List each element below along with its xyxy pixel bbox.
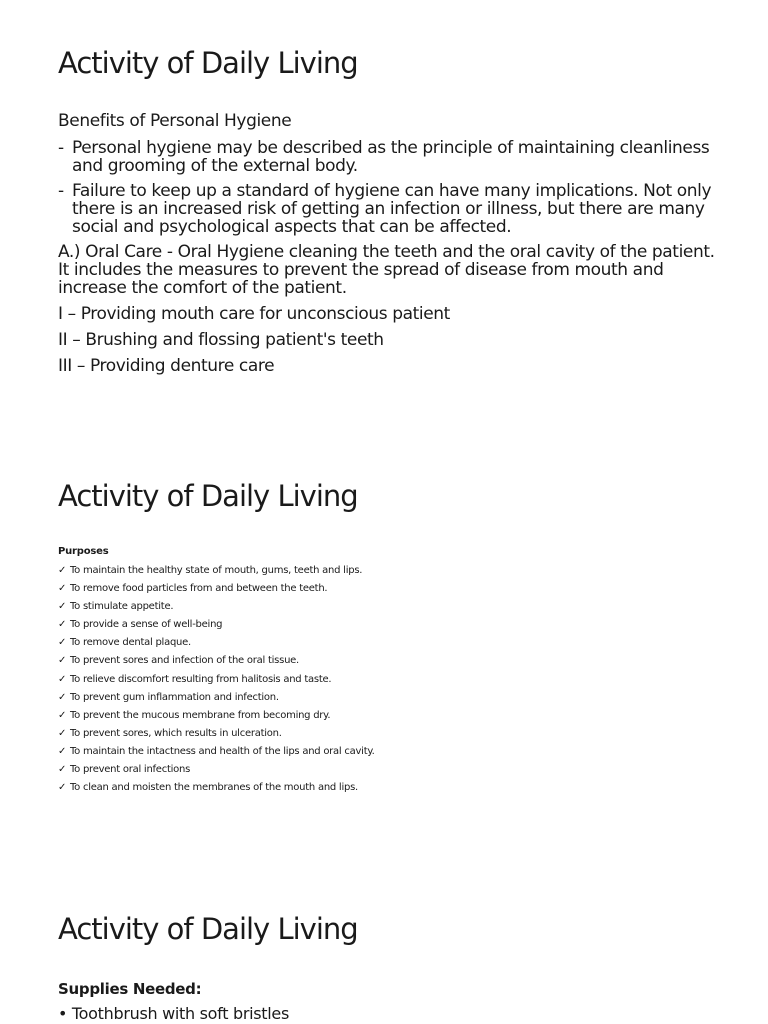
procedure-item: III – Providing denture care — [58, 356, 275, 376]
list-item-text: To prevent sores, which results in ulceration. — [70, 727, 282, 739]
checkmark-icon: ✓ — [58, 745, 67, 757]
list-item — [58, 634, 726, 652]
checkmark-icon: ✓ — [58, 619, 67, 631]
checkmark-icon: ✓ — [58, 565, 67, 576]
slide-title: Activity of Daily Living — [58, 46, 358, 80]
checkmark-icon: ✓ — [58, 673, 67, 685]
list-item — [58, 743, 726, 761]
list-item — [58, 779, 726, 797]
dash-marker: - — [58, 181, 64, 201]
checkmark-icon: ✓ — [58, 764, 67, 776]
supplies-list — [58, 1003, 726, 1024]
dash-marker: - — [58, 138, 64, 158]
checkmark-icon: ✓ — [58, 637, 67, 649]
list-item — [58, 652, 726, 670]
slide-body — [58, 112, 726, 383]
list-item-text: To prevent the mucous membrane from becoming dry. — [70, 709, 331, 721]
checkmark-icon: ✓ — [58, 727, 67, 739]
list-item-text: To prevent gum inflammation and infection. — [70, 691, 279, 703]
section-subheading: Benefits of Personal Hygiene — [58, 111, 292, 131]
list-item — [58, 562, 726, 580]
list-item — [58, 182, 726, 236]
list-item-text: To clean and moisten the membranes of the mouth and lips. — [70, 782, 358, 794]
list-item-text: To provide a sense of well-being — [70, 619, 223, 631]
list-item-text: To prevent oral infections — [70, 764, 191, 776]
list-item — [58, 139, 726, 175]
supplies-heading: Supplies Needed: — [58, 980, 202, 998]
list-item-text: Failure to keep up a standard of hygiene can have many implications. Not only there is an increased risk of getting an infection or illness, but there are many social and psychological aspects that can be affected. — [72, 181, 712, 237]
slide-body — [58, 545, 726, 797]
list-item — [58, 689, 726, 707]
slide-body — [58, 978, 726, 1024]
list-item-text: To remove food particles from and between the teeth. — [70, 583, 328, 595]
benefits-list — [58, 139, 726, 236]
list-item — [58, 725, 726, 743]
procedure-item: II – Brushing and flossing patient's teeth — [58, 330, 384, 350]
list-item: • Toothbrush with soft bristles — [58, 1004, 289, 1023]
slide-supplies-needed — [58, 912, 726, 1023]
slide-benefits-of-personal-hygiene — [58, 46, 726, 376]
list-item — [58, 598, 726, 616]
slide-title: Activity of Daily Living — [58, 479, 358, 513]
list-item — [58, 580, 726, 598]
list-item-text: To prevent sores and infection of the oral tissue. — [70, 655, 299, 667]
slide-purposes — [58, 479, 726, 794]
checkmark-icon: ✓ — [58, 709, 67, 721]
list-item — [58, 671, 726, 689]
list-item-text: To stimulate appetite. — [70, 601, 174, 613]
slide-title: Activity of Daily Living — [58, 912, 358, 946]
procedure-item: I – Providing mouth care for unconscious patient — [58, 304, 450, 324]
oral-care-paragraph: A.) Oral Care - Oral Hygiene cleaning the teeth and the oral cavity of the patient. It includes the measures to prevent the spread of disease from mouth and increase the comfort of the patient. — [58, 242, 715, 298]
list-item-text: To remove dental plaque. — [70, 637, 191, 649]
list-item — [58, 616, 726, 634]
purposes-heading: Purposes — [58, 546, 109, 557]
checkmark-icon: ✓ — [58, 655, 67, 667]
list-item-text: To relieve discomfort resulting from halitosis and taste. — [70, 673, 332, 685]
checkmark-icon: ✓ — [58, 782, 67, 794]
checkmark-icon: ✓ — [58, 583, 67, 595]
procedure-list — [58, 305, 726, 375]
checkmark-icon: ✓ — [58, 691, 67, 703]
list-item-text: To maintain the healthy state of mouth, gums, teeth and lips. — [70, 565, 363, 576]
list-item-text: To maintain the intactness and health of the lips and oral cavity. — [70, 745, 375, 757]
checkmark-icon: ✓ — [58, 601, 67, 613]
list-item-text: Personal hygiene may be described as the principle of maintaining cleanliness and grooming of the external body. — [72, 138, 710, 176]
purposes-list — [58, 562, 726, 797]
list-item — [58, 761, 726, 779]
list-item — [58, 707, 726, 725]
